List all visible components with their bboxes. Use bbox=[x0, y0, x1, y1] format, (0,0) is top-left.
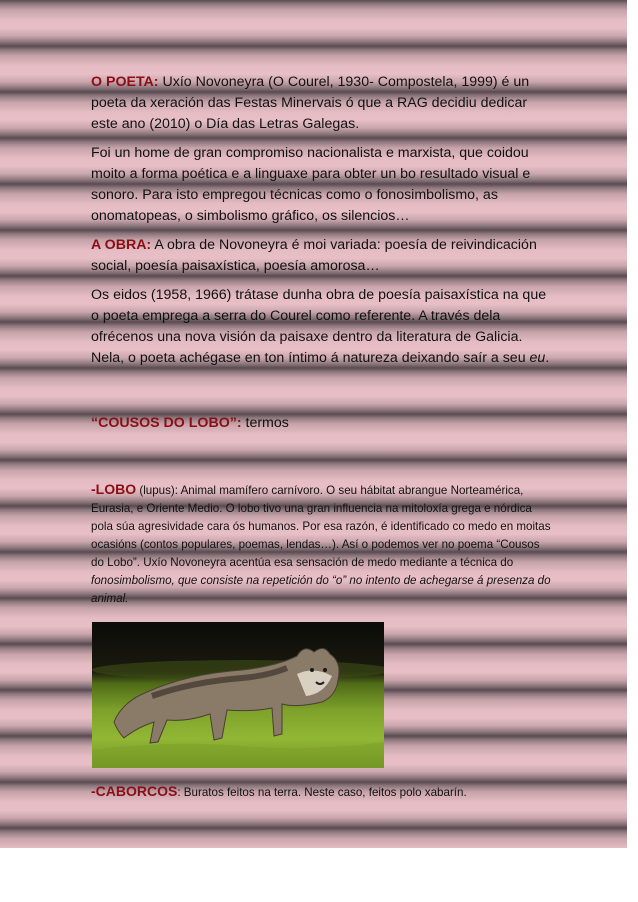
text-caborcos: : Buratos feitos na terra. Neste caso, feitos polo xabarín. bbox=[177, 786, 467, 799]
eidos-end: . bbox=[545, 350, 550, 366]
term-caborcos: -CABORCOS bbox=[91, 783, 178, 799]
label-cousos: “COUSOS DO LOBO”: bbox=[91, 415, 242, 431]
heading-cousos-do-lobo bbox=[91, 413, 551, 434]
paragraph-lobo bbox=[91, 480, 551, 608]
text-cousos: termos bbox=[241, 415, 289, 431]
paragraph-caborcos bbox=[91, 782, 551, 802]
label-poeta: O POETA: bbox=[91, 74, 159, 90]
text-obra: A obra de Novoneyra é moi variada: poesía de reivindicación social, poesía paisaxística, poesía amorosa… bbox=[91, 237, 537, 274]
paragraph-eidos bbox=[91, 285, 551, 369]
label-obra: A OBRA: bbox=[91, 237, 152, 253]
italic-fonosimbolismo: fonosimbolismo, que consiste na repetición do “o” no intento de achegarse á presenza do animal. bbox=[91, 574, 551, 605]
wolf-image bbox=[92, 622, 384, 768]
document-content bbox=[91, 72, 551, 802]
paragraph-obra bbox=[91, 235, 551, 277]
paragraph-poeta bbox=[91, 72, 551, 135]
wolf-illustration bbox=[92, 622, 384, 768]
italic-eu: eu bbox=[529, 350, 546, 366]
term-lobo: -LOBO bbox=[91, 481, 137, 497]
paragraph-home: Foi un home de gran compromiso nacionalista e marxista, que coidou moito a forma poética e a linguaxe para obter un bo resultado visual e sonoro. Para isto empregou técnicas como o fonosimbolismo, as onomatopeas, o simbolismo gráfico, os silencios… bbox=[91, 145, 531, 224]
text-lobo: (lupus): Animal mamífero carnívoro. O seu hábitat abrangue Norteamérica, Eurasia, e Oriente Medio. O lobo tivo una gran influencia na mitoloxía grega e nórdica pola súa agresividade cara ós humanos. Por esa razón, é identificado co medo en moitas ocasións (contos populares, poemas, lendas…). Así o podemos ver no poema “Cousos do Lobo”. Uxío Novoneyra acentúa esa sensación de medo mediante a técnica do bbox=[91, 484, 551, 569]
text-eidos: Os eidos (1958, 1966) trátase dunha obra de poesía paisaxística na que o poeta emprega a serra do Courel como referente. A través dela ofrécenos una nova visión da paisaxe dentro da literatura de Galicia. Nela, o poeta achégase en ton íntimo á natureza deixando saír a seu bbox=[91, 287, 547, 366]
text-poeta: Uxío Novoneyra (O Courel, 1930- Compostela, 1999) é un poeta da xeración das Festas Minervais ó que a RAG decidiu dedicar este ano (2010) o Día das Letras Galegas. bbox=[91, 74, 530, 132]
